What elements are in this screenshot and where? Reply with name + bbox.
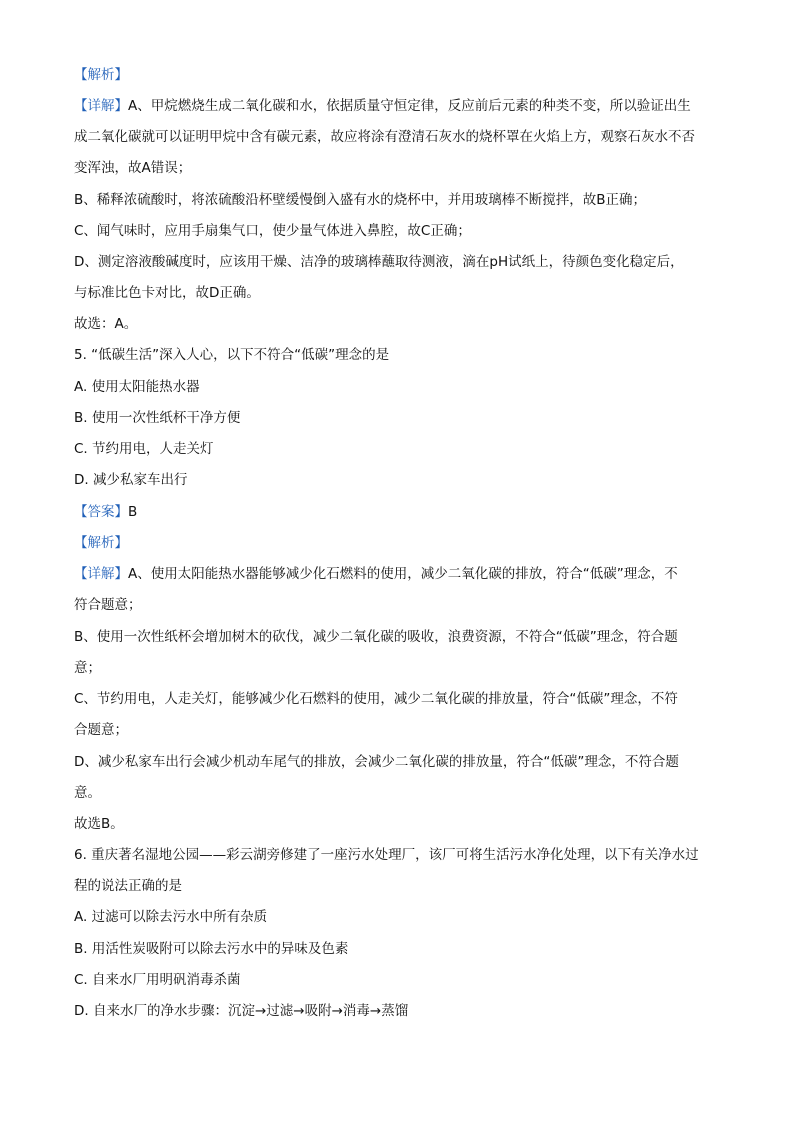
question-5-option-c: C. 节约用电，人走关灯 bbox=[74, 441, 214, 457]
analysis-label: 【解析】 bbox=[74, 535, 128, 551]
answer-line bbox=[74, 503, 724, 521]
question-6-stem-line-1: 6. 重庆著名湿地公园——彩云湖旁修建了一座污水处理厂，该厂可将生活污水净化处理，以下有关净水过 bbox=[74, 847, 699, 863]
detail-label: 【详解】 bbox=[74, 566, 128, 582]
answer-label: 【答案】 bbox=[74, 504, 128, 520]
detail-paragraph-line: 合题意； bbox=[74, 722, 128, 738]
detail-paragraph-line: D、测定溶液酸碱度时，应该用干燥、洁净的玻璃棒蘸取待测液，滴在pH试纸上，待颜色变化稳定后， bbox=[74, 254, 684, 270]
question-5-stem: 5. “低碳生活”深入人心，以下不符合“低碳”理念的是 bbox=[74, 347, 390, 363]
question-5-option-a: A. 使用太阳能热水器 bbox=[74, 379, 200, 395]
detail-paragraph-line: 成二氧化碳就可以证明甲烷中含有碳元素，故应将涂有澄清石灰水的烧杯罩在火焰上方，观察石灰水不否 bbox=[74, 129, 695, 145]
answer-value: B bbox=[128, 504, 138, 520]
detail-paragraph-line: 与标准比色卡对比，故D正确。 bbox=[74, 285, 260, 301]
question-5-option-b: B. 使用一次性纸杯干净方便 bbox=[74, 410, 241, 426]
detail-paragraph-line: 符合题意； bbox=[74, 597, 142, 613]
detail-paragraph-line bbox=[74, 565, 724, 583]
detail-paragraph-line: C、闻气味时，应用手扇集气口，使少量气体进入鼻腔，故C正确； bbox=[74, 223, 471, 239]
detail-paragraph-line: B、使用一次性纸杯会增加树木的砍伐，减少二氧化碳的吸收，浪费资源，不符合“低碳”理念，符合题 bbox=[74, 629, 678, 645]
question-6-option-c: C. 自来水厂用明矾消毒杀菌 bbox=[74, 972, 241, 988]
detail-paragraph-line: 变浑浊，故A错误； bbox=[74, 160, 192, 176]
detail-label: 【详解】 bbox=[74, 98, 128, 114]
detail-paragraph-line: C、节约用电，人走关灯，能够减少化石燃料的使用，减少二氧化碳的排放量，符合“低碳”理念，不符 bbox=[74, 691, 678, 707]
question-6-option-b: B. 用活性炭吸附可以除去污水中的异味及色素 bbox=[74, 941, 349, 957]
detail-text: A、使用太阳能热水器能够减少化石燃料的使用，减少二氧化碳的排放，符合“低碳”理念，不 bbox=[128, 566, 678, 582]
detail-paragraph-line: 意。 bbox=[74, 785, 101, 801]
choice-line: 故选B。 bbox=[74, 816, 124, 832]
question-5-option-d: D. 减少私家车出行 bbox=[74, 472, 188, 488]
detail-paragraph-line bbox=[74, 97, 724, 115]
analysis-label: 【解析】 bbox=[74, 67, 128, 83]
detail-paragraph-line: B、稀释浓硫酸时，将浓硫酸沿杯壁缓慢倒入盛有水的烧杯中，并用玻璃棒不断搅拌，故B正确； bbox=[74, 192, 647, 208]
question-6-option-a: A. 过滤可以除去污水中所有杂质 bbox=[74, 909, 268, 925]
question-6-option-d: D. 自来水厂的净水步骤：沉淀→过滤→吸附→消毒→蒸馏 bbox=[74, 1003, 409, 1019]
detail-paragraph-line: 意； bbox=[74, 660, 101, 676]
question-6-stem-line-2: 程的说法正确的是 bbox=[74, 878, 182, 894]
detail-text: A、甲烷燃烧生成二氧化碳和水，依据质量守恒定律，反应前后元素的种类不变，所以验证出生 bbox=[128, 98, 691, 114]
detail-paragraph-line: D、减少私家车出行会减少机动车尾气的排放，会减少二氧化碳的排放量，符合“低碳”理念，不符合题 bbox=[74, 754, 679, 770]
choice-line: 故选：A。 bbox=[74, 316, 138, 332]
